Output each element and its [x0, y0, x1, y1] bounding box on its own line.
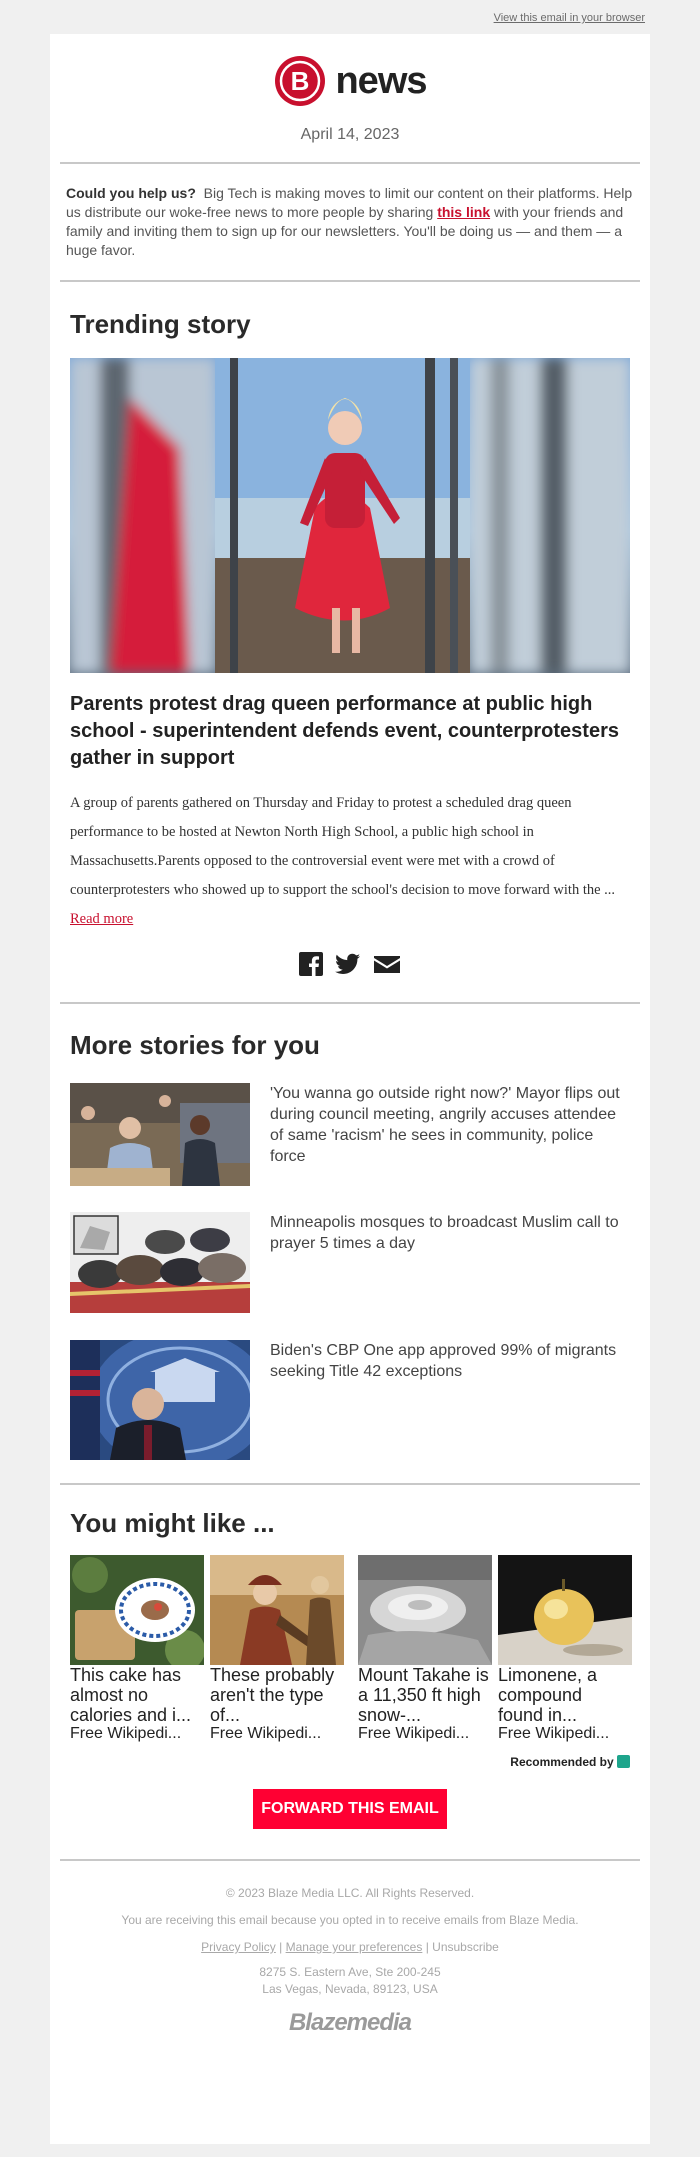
recommended-by-label: Recommended by [510, 1755, 614, 1769]
trending-title[interactable]: Parents protest drag queen performance at public high school - superintendent defends event, counterprotesters gather in support [70, 693, 619, 769]
privacy-policy-link[interactable]: Privacy Policy [201, 1940, 276, 1954]
help-lead: Could you help us? [66, 185, 196, 201]
opt-in-text: You are receiving this email because you opted in to receive emails from Blaze Media. [121, 1913, 579, 1927]
painting-illustration [210, 1555, 344, 1665]
recommendation-source: Free Wikipedi... [498, 1725, 610, 1742]
recommendation-card[interactable] [210, 1555, 344, 1743]
recommendation-source: Free Wikipedi... [358, 1725, 470, 1742]
email-header [50, 34, 650, 144]
footer-links: Privacy Policy | Manage your preferences | Unsubscribe [201, 1940, 499, 1954]
more-stories-section [50, 1004, 650, 1460]
lemon-photo [498, 1555, 632, 1665]
help-text-after: with your friends and family and inviting them to sign up for our newsletters. You'll be doing us — and them — a huge favor. [66, 204, 624, 258]
address-line-1: 8275 S. Eastern Ave, Ste 200-245 [259, 1965, 441, 1979]
logo-letter: B [291, 66, 310, 96]
facebook-icon[interactable] [299, 952, 323, 976]
read-more-link[interactable]: Read more [70, 911, 134, 927]
story-item[interactable] [70, 1212, 630, 1313]
recommendation-card[interactable] [70, 1555, 204, 1743]
cake-plate-photo [70, 1555, 204, 1665]
drag-performer-photo [70, 358, 630, 673]
logo[interactable] [50, 54, 650, 108]
recommendation-card[interactable] [358, 1555, 492, 1743]
mount-takahe-photo [358, 1555, 492, 1665]
envelope-icon[interactable] [373, 952, 401, 976]
blaze-logo-icon [273, 54, 327, 108]
story-thumbnail[interactable] [70, 1212, 250, 1313]
recommendation-source: Free Wikipedi... [210, 1725, 322, 1742]
forward-email-button[interactable]: FORWARD THIS EMAIL [253, 1789, 447, 1829]
more-stories-heading: More stories for you [70, 1030, 320, 1060]
story-item[interactable] [70, 1083, 630, 1186]
unsubscribe-link[interactable]: Unsubscribe [432, 1940, 499, 1954]
trending-body [70, 789, 630, 934]
share-link[interactable]: this link [437, 204, 491, 220]
email-card [50, 34, 650, 2144]
recommendation-card[interactable] [498, 1555, 632, 1743]
outbrain-logo-icon [617, 1755, 630, 1768]
recommendations-grid [70, 1555, 630, 1743]
story-title[interactable]: 'You wanna go outside right now?' Mayor flips out during council meeting, angrily accuses attendee of same 'racism' he sees in community, police force [270, 1085, 620, 1165]
footer [50, 1861, 650, 2036]
recommendations-section [50, 1485, 650, 1769]
recommendation-image[interactable] [210, 1555, 344, 1665]
help-notice [50, 164, 650, 280]
help-text-before: Big Tech is making moves to limit our content on their platforms. Help us distribute our woke-free news to more people by sharing [66, 185, 633, 220]
white-house-briefing-photo [70, 1340, 250, 1460]
logo-text: news [335, 59, 427, 102]
recommended-by[interactable] [70, 1755, 630, 1769]
copyright-text: © 2023 Blaze Media LLC. All Rights Reserved. [225, 1886, 475, 1900]
recommendation-title[interactable]: This cake has almost no calories and i... [70, 1665, 192, 1725]
recommendation-image[interactable] [358, 1555, 492, 1665]
twitter-icon[interactable] [335, 952, 361, 976]
manage-preferences-link[interactable]: Manage your preferences [285, 1940, 423, 1954]
blaze-media-logo[interactable]: Blazemedia [288, 2009, 412, 2036]
recommendation-source: Free Wikipedi... [70, 1725, 182, 1742]
recommendation-image[interactable] [498, 1555, 632, 1665]
mosque-prayer-photo [70, 1212, 250, 1313]
council-meeting-photo [70, 1083, 250, 1186]
story-thumbnail[interactable] [70, 1340, 250, 1460]
story-thumbnail[interactable] [70, 1083, 250, 1186]
story-title[interactable]: Biden's CBP One app approved 99% of migrants seeking Title 42 exceptions [270, 1342, 617, 1380]
recommendation-title[interactable]: Mount Takahe is a 11,350 ft high snow-... [358, 1665, 489, 1725]
address-line-2: Las Vegas, Nevada, 89123, USA [262, 1982, 438, 1996]
recommendation-title[interactable]: These probably aren't the type of... [210, 1665, 335, 1725]
topbar [0, 0, 700, 34]
share-bar [70, 952, 630, 976]
trending-image[interactable] [70, 358, 630, 673]
view-in-browser-link[interactable]: View this email in your browser [493, 12, 645, 24]
recommendation-image[interactable] [70, 1555, 204, 1665]
story-title[interactable]: Minneapolis mosques to broadcast Muslim call to prayer 5 times a day [270, 1214, 619, 1252]
trending-heading: Trending story [70, 309, 251, 339]
recommendation-title[interactable]: Limonene, a compound found in... [498, 1665, 598, 1725]
trending-section [50, 282, 650, 976]
trending-excerpt: A group of parents gathered on Thursday and Friday to protest a scheduled drag queen performance to be hosted at Newton North High School, a public high school in Massachusetts.Parents opposed to the controversial event were met with a crowd of counterprotesters who showed up to support the school's decision to move forward with the ... [70, 795, 616, 898]
issue-date: April 14, 2023 [300, 126, 400, 143]
recommendations-heading: You might like ... [70, 1508, 275, 1538]
story-item[interactable] [70, 1340, 630, 1460]
